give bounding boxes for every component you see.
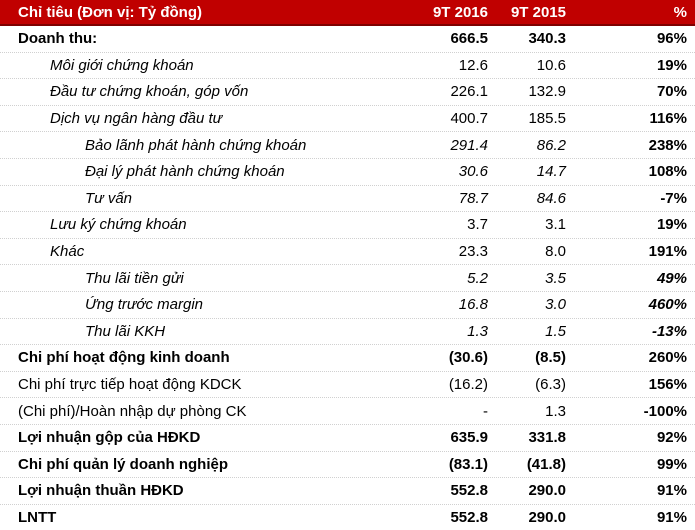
row-value-2016: 226.1 (450, 83, 488, 101)
row-pct: -13% (651, 322, 687, 340)
row-label: Chi phí hoạt động kinh doanh (18, 349, 230, 367)
row-value-2015: 10.6 (536, 56, 566, 74)
row-pct: 19% (656, 56, 687, 74)
table-row (0, 398, 695, 425)
row-value-2015: 84.6 (536, 189, 566, 207)
row-value-2016: 3.7 (467, 216, 488, 234)
row-pct: 99% (656, 455, 687, 473)
row-pct: 91% (656, 508, 687, 526)
row-value-2015: 8.0 (545, 243, 566, 261)
row-value-2016: (16.2) (448, 376, 488, 394)
table-row (0, 345, 695, 372)
table-row (0, 159, 695, 186)
table-row (0, 452, 695, 479)
header-label: Chỉ tiêu (Đơn vị: Tỷ đồng) (18, 3, 202, 21)
row-pct: 116% (649, 110, 687, 128)
row-label: Khác (50, 243, 85, 261)
row-value-2015: (8.5) (535, 349, 566, 367)
row-value-2015: 14.7 (536, 163, 566, 181)
table-header (0, 0, 695, 26)
row-label: Đầu tư chứng khoán, góp vốn (50, 83, 249, 101)
row-label: Tư vấn (85, 189, 133, 207)
table-row (0, 106, 695, 133)
table-row (0, 265, 695, 292)
row-value-2016: 291.4 (450, 136, 488, 154)
row-value-2015: (41.8) (526, 455, 566, 473)
row-value-2015: 3.0 (545, 296, 566, 314)
row-value-2016: 78.7 (458, 189, 488, 207)
row-value-2016: 16.8 (458, 296, 488, 314)
row-value-2015: 132.9 (528, 83, 566, 101)
table-row (0, 505, 695, 530)
row-label: Lưu ký chứng khoán (50, 216, 187, 234)
row-pct: -7% (660, 189, 687, 207)
table-row (0, 239, 695, 266)
row-value-2015: 1.5 (545, 322, 566, 340)
row-value-2016: 666.5 (450, 30, 488, 48)
row-label: Bảo lãnh phát hành chứng khoán (85, 136, 307, 154)
header-pct: % (673, 3, 687, 21)
row-pct: 260% (648, 349, 687, 367)
table-row (0, 212, 695, 239)
row-label: Lợi nhuận gộp của HĐKD (18, 429, 201, 447)
row-pct: 156% (648, 376, 687, 394)
row-label: Môi giới chứng khoán (50, 56, 194, 74)
row-value-2016: 552.8 (450, 508, 488, 526)
header-2015: 9T 2015 (510, 3, 566, 21)
table-row (0, 53, 695, 80)
row-pct: 191% (648, 243, 687, 261)
table-row (0, 478, 695, 505)
row-pct: 70% (656, 83, 687, 101)
row-value-2016: 12.6 (458, 56, 488, 74)
table-row (0, 186, 695, 213)
row-value-2016: 552.8 (450, 482, 488, 500)
row-pct: 460% (648, 296, 687, 314)
table-row (0, 372, 695, 399)
row-value-2016: (30.6) (448, 349, 488, 367)
row-pct: -100% (643, 402, 687, 420)
row-value-2015: (6.3) (535, 376, 566, 394)
row-pct: 108% (648, 163, 687, 181)
row-label: Dịch vụ ngân hàng đầu tư (50, 110, 223, 128)
table-row (0, 319, 695, 346)
row-value-2015: 3.5 (545, 269, 566, 287)
row-value-2016: 23.3 (458, 243, 488, 261)
table-row (0, 79, 695, 106)
row-pct: 19% (656, 216, 687, 234)
row-value-2016: - (483, 402, 488, 420)
row-label: (Chi phí)/Hoàn nhập dự phòng CK (18, 402, 247, 420)
row-label: LNTT (18, 508, 57, 526)
row-label: Doanh thu: (18, 30, 98, 48)
row-pct: 92% (656, 429, 687, 447)
row-value-2015: 1.3 (545, 402, 566, 420)
row-label: Lợi nhuận thuần HĐKD (18, 482, 184, 500)
row-pct: 91% (656, 482, 687, 500)
row-label: Thu lãi tiền gửi (85, 269, 184, 287)
row-value-2015: 331.8 (528, 429, 566, 447)
row-value-2016: (83.1) (448, 455, 488, 473)
row-value-2016: 5.2 (467, 269, 488, 287)
table-row (0, 292, 695, 319)
row-pct: 96% (656, 30, 687, 48)
row-value-2016: 400.7 (450, 110, 488, 128)
row-value-2015: 290.0 (528, 482, 566, 500)
row-value-2015: 3.1 (545, 216, 566, 234)
header-2016: 9T 2016 (432, 3, 488, 21)
row-pct: 49% (656, 269, 687, 287)
table-row (0, 26, 695, 53)
row-value-2016: 1.3 (467, 322, 488, 340)
row-label: Chi phí trực tiếp hoạt động KDCK (18, 376, 242, 394)
row-label: Đại lý phát hành chứng khoán (85, 163, 285, 181)
row-label: Ứng trước margin (85, 296, 204, 314)
row-label: Chi phí quản lý doanh nghiệp (18, 455, 228, 473)
table-row (0, 132, 695, 159)
row-value-2015: 340.3 (528, 30, 566, 48)
row-value-2015: 185.5 (528, 110, 566, 128)
row-value-2016: 30.6 (458, 163, 488, 181)
row-value-2016: 635.9 (450, 429, 488, 447)
row-value-2015: 290.0 (528, 508, 566, 526)
row-pct: 238% (648, 136, 687, 154)
row-value-2015: 86.2 (536, 136, 566, 154)
table-row (0, 425, 695, 452)
row-label: Thu lãi KKH (85, 322, 166, 340)
